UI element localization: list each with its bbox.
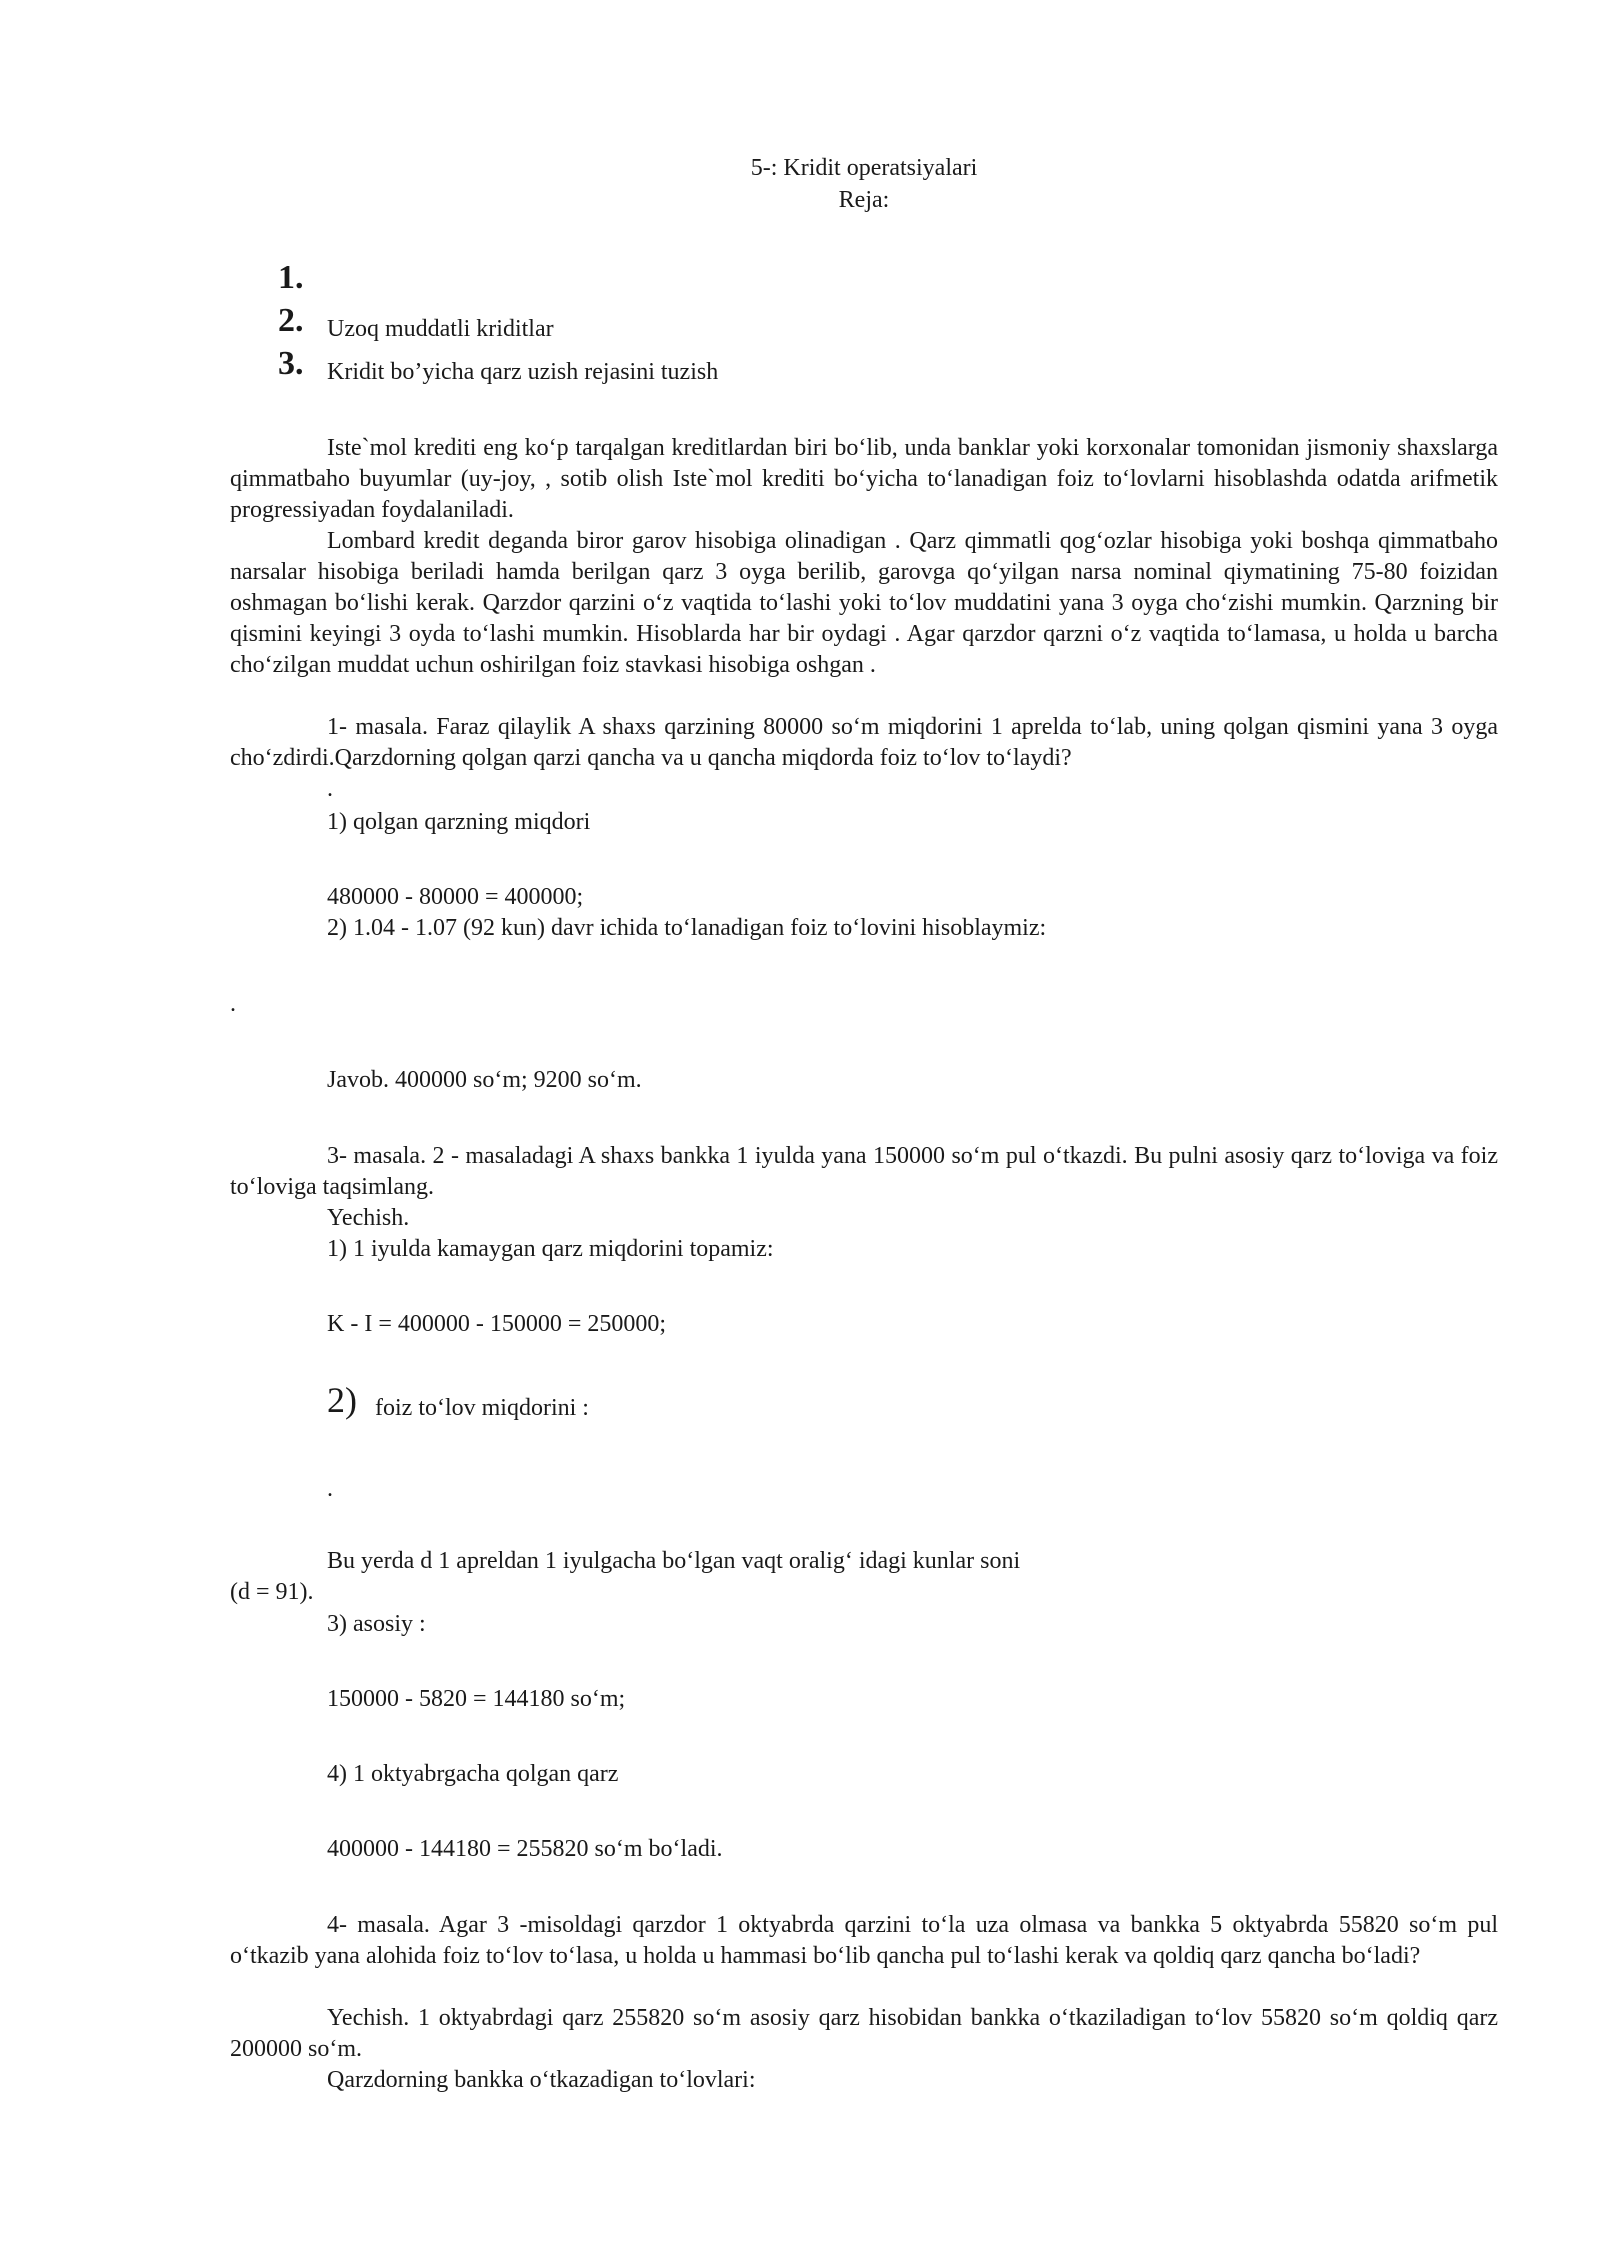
note-days: Bu yerda d 1 apreldan 1 iyulgacha bo‘lgan vaqt oralig‘ idagi kunlar soni (327, 1548, 1021, 1574)
step-remaining-debt: 1) qolgan qarzning miqdori (327, 809, 591, 835)
document-subtitle: Reja: (838, 187, 890, 213)
plan-item-2: Uzoq muddatli kriditlar (327, 316, 554, 342)
dot-line: . (230, 991, 236, 1017)
solution-heading: Yechish. (327, 1205, 410, 1231)
calc-reduced-debt: K - I = 400000 - 150000 = 250000; (327, 1311, 667, 1337)
step-reduced-debt: 1) 1 iyulda kamaygan qarz miqdorini topamiz: (327, 1236, 774, 1262)
note-days-value: (d = 91). (230, 1579, 314, 1605)
plan-number-3: 3. (278, 345, 304, 382)
step-interest-period: 2) 1.04 - 1.07 (92 kun) davr ichida to‘lanadigan foiz to‘lovini hisoblaymiz: (327, 915, 1047, 941)
paragraph-problem-1: 1- masala. Faraz qilaylik A shaxs qarzining 80000 so‘m miqdorini 1 aprelda to‘lab, uning qolgan qismini yana 3 oyga cho‘zdirdi.Qarzdorning qolgan qarzi qancha va u qancha miqdorda foiz to‘lov to‘laydi? (230, 714, 1498, 771)
dot-line: . (327, 1476, 333, 1502)
step-october-debt: 4) 1 oktyabrgacha qolgan qarz (327, 1761, 619, 1787)
paragraph-problem-3: 3- masala. 2 - masaladagi A shaxs bankka 1 iyulda yana 150000 so‘m pul o‘tkazdi. Bu pulni asosiy qarz to‘loviga va foiz to‘loviga taqsimlang. (230, 1143, 1498, 1200)
plan-number-1: 1. (278, 259, 304, 296)
paragraph-problem-4: 4- masala. Agar 3 -misoldagi qarzdor 1 oktyabrda qarzini to‘la uza olmasa va bankka 5 oktyabrda 55820 so‘m pul o‘tkazib yana alohida foiz to‘lov to‘lasa, u holda u hammasi bo‘lib qancha pul to‘lashi kerak va qoldiq qarz qancha bo‘ladi? (230, 1912, 1498, 1969)
calc-october-debt: 400000 - 144180 = 255820 so‘m bo‘ladi. (327, 1836, 723, 1862)
step-interest-amount: foiz to‘lov miqdorini : (375, 1395, 589, 1421)
paragraph-lombard-credit: Lombard kredit deganda biror garov hisobiga olinadigan . Qarz qimmatli qog‘ozlar hisobiga yoki boshqa qimmatbaho narsalar hisobiga beriladi hamda berilgan qarz 3 oyga berilib, garovga qo‘yilgan narsa nominal qiymatining 75-80 foizidan oshmagan bo‘lishi kerak. Qarzdor qarzini o‘z vaqtida to‘lashi yoki to‘lov muddatini yana 3 oyga cho‘zishi mumkin. Qarzning bir qismini keyingi 3 oyda to‘lashi mumkin. Hisoblarda har bir oydagi . Agar qarzdor qarzni o‘z vaqtida to‘lamasa, u holda u barcha cho‘zilgan muddat uchun oshirilgan foiz stavkasi hisobiga oshgan . (230, 528, 1498, 678)
document-title: 5-: Kridit operatsiyalari (750, 155, 978, 181)
step-number-2: 2) (327, 1380, 357, 1420)
paragraph-solution-4: Yechish. 1 oktyabrdagi qarz 255820 so‘m asosiy qarz hisobidan bankka o‘tkaziladigan to‘lov 55820 so‘m qoldiq qarz 200000 so‘m. (230, 2005, 1498, 2062)
calc-remaining-debt: 480000 - 80000 = 400000; (327, 884, 584, 910)
plan-item-3: Kridit bo’yicha qarz uzish rejasini tuzish (327, 359, 719, 385)
paragraph-consumer-credit: Iste`mol krediti eng ko‘p tarqalgan kreditlardan biri bo‘lib, unda banklar yoki korxonalar tomonidan jismoniy shaxslarga qimmatbaho buyumlar (uy-joy, , sotib olish Iste`mol krediti bo‘yicha to‘lanadigan foiz to‘lovlarni hisoblashda odatda arifmetik progressiyadan foydalaniladi. (230, 435, 1498, 523)
answer-line: Javob. 400000 so‘m; 9200 so‘m. (327, 1067, 642, 1093)
last-line: Qarzdorning bankka o‘tkazadigan to‘lovlari: (327, 2067, 756, 2093)
calc-principal: 150000 - 5820 = 144180 so‘m; (327, 1686, 626, 1712)
plan-number-2: 2. (278, 302, 304, 339)
dot-line: . (327, 776, 333, 802)
step-principal: 3) asosiy : (327, 1611, 426, 1637)
